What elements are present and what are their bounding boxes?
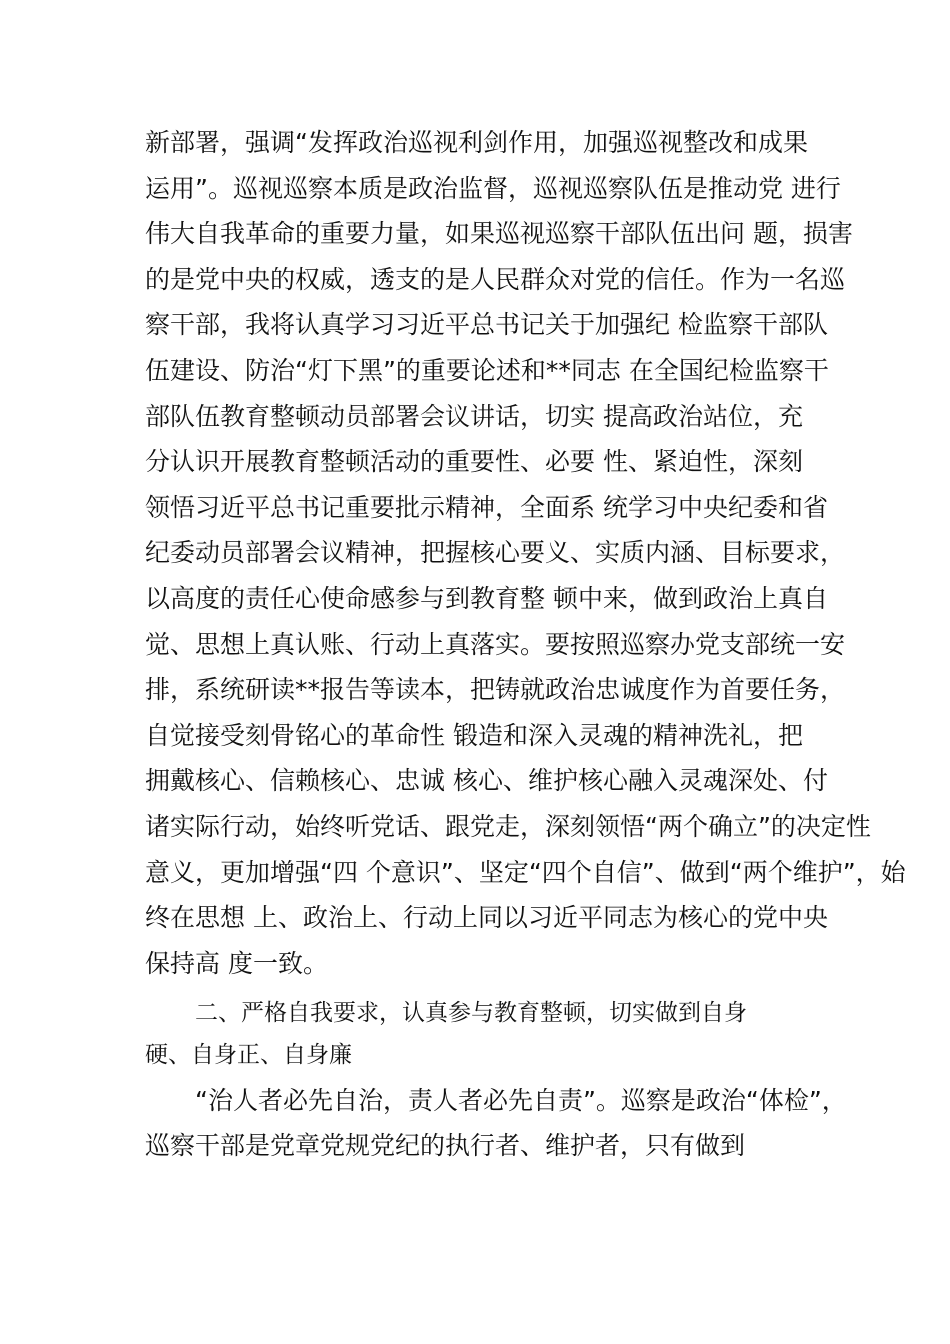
text-line: 部队伍教育整顿动员部署会议讲话，切实 提高政治站位，充 (145, 401, 803, 431)
text-line: 领悟习近平总书记重要批示精神，全面系 统学习中央纪委和省 (145, 492, 828, 522)
section-heading (145, 992, 845, 1076)
text-line: “治人者必先自治，责人者必先自责”。巡察是政治“体检”， (195, 1086, 847, 1115)
text-line: 自觉接受刻骨铭心的革命性 锻造和深入灵魂的精神洗礼，把 (145, 720, 803, 750)
body-paragraph (145, 120, 906, 986)
text-line: 伍建设、防治“灯下黑”的重要论述和**同志 在全国纪检监察干 (145, 355, 829, 385)
text-line: 以高度的责任心使命感参与到教育整 顿中来，做到政治上真自 (145, 583, 828, 613)
text-line: 意义，更加增强“四 个意识”、坚定“四个自信”、做到“两个维护”，始 (145, 857, 906, 887)
text-line: 巡察干部是党章党规党纪的执行者、维护者，只有做到 (145, 1131, 746, 1160)
text-line: 终在思想 上、政治上、行动上同以习近平同志为核心的党中央 (145, 903, 828, 933)
text-line: 保持高 度一致。 (145, 948, 328, 978)
text-line: 觉、思想上真认账、行动上真落实。要按照巡察办党支部统一安 (145, 629, 846, 659)
heading-line: 硬、自身正、自身廉 (145, 1042, 352, 1068)
text-line: 伟大自我革命的重要力量，如果巡视巡察干部队伍出问 题，损害 (145, 219, 853, 249)
text-line: 诸实际行动，始终听党话、跟党走，深刻领悟“两个确立”的决定性 (145, 811, 871, 841)
text-line: 的是党中央的权威，透支的是人民群众对党的信任。作为一名巡 (145, 264, 846, 294)
text-line: 察干部，我将认真学习习近平总书记关于加强纪 检监察干部队 (145, 310, 828, 340)
heading-line: 二、严格自我要求，认真参与教育整顿，切实做到自身 (195, 1000, 747, 1026)
text-line: 排，系统研读**报告等读本，把铸就政治忠诚度作为首要任务， (145, 675, 846, 705)
text-line: 分认识开展教育整顿活动的重要性、必要 性、紧迫性，深刻 (145, 447, 803, 477)
body-paragraph (145, 1078, 845, 1168)
text-line: 新部署，强调“发挥政治巡视利剑作用，加强巡视整改和成果 (145, 128, 808, 157)
text-line: 纪委动员部署会议精神，把握核心要义、实质内涵、目标要求， (145, 538, 846, 568)
text-line: 运用”。巡视巡察本质是政治监督，巡视巡察队伍是推动党 进行 (145, 173, 841, 203)
text-line: 拥戴核心、信赖核心、忠诚 核心、维护核心融入灵魂深处、付 (145, 766, 828, 796)
